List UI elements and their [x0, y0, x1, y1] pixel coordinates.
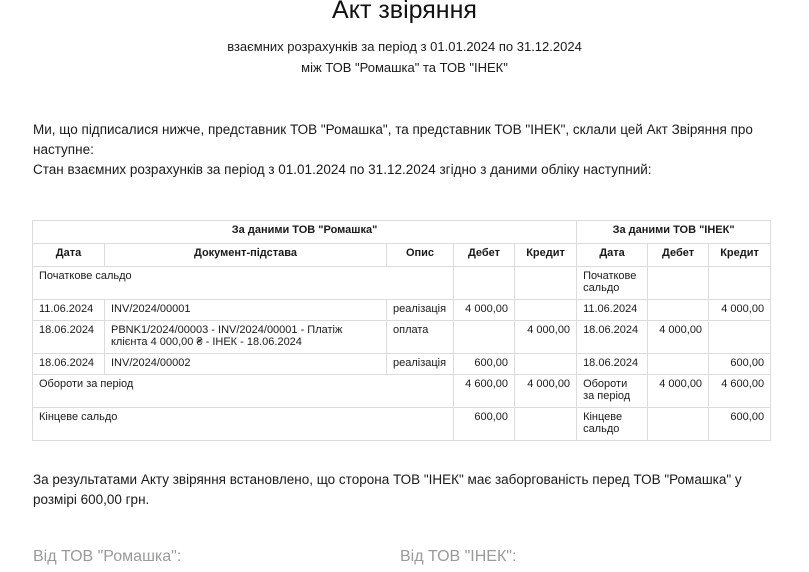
opening-credit [515, 267, 577, 300]
cell-debit-inek [648, 354, 709, 375]
period-line: взаємних розрахунків за період з 01.01.2024 по 31.12.2024 [227, 39, 582, 54]
opening-label-inek: Початкове сальдо [577, 267, 648, 300]
cell-description: реалізація [387, 354, 454, 375]
cell-date: 18.06.2024 [33, 354, 105, 375]
cell-debit [454, 321, 515, 354]
col-header-debit: Дебет [454, 244, 515, 267]
cell-credit [515, 300, 577, 321]
intro-line-1: Ми, що підписалися нижче, представник ТОВ "Ромашка", та представник ТОВ "ІНЕК", склали цей Акт Звіряння про [33, 122, 753, 137]
conclusion-line-1: За результатами Акту звіряння встановлено, що сторона ТОВ "ІНЕК" має заборгованість перед ТОВ "Ромашка" у [33, 472, 742, 487]
cell-date-inek: 11.06.2024 [577, 300, 648, 321]
closing-label: Кінцеве сальдо [33, 408, 454, 441]
col-header-date: Дата [33, 244, 105, 267]
table-row [33, 300, 771, 321]
turnover-credit: 4 000,00 [515, 375, 577, 408]
closing-debit-inek [648, 408, 709, 441]
turnover-label: Обороти за період [33, 375, 454, 408]
cell-date: 18.06.2024 [33, 321, 105, 354]
cell-document: INV/2024/00002 [105, 354, 387, 375]
parties-line: між ТОВ "Ромашка" та ТОВ "ІНЕК" [301, 60, 508, 75]
table-row-turnover [33, 375, 771, 408]
table-row-opening [33, 267, 771, 300]
cell-date: 11.06.2024 [33, 300, 105, 321]
cell-description: реалізація [387, 300, 454, 321]
col-header-debit-inek: Дебет [648, 244, 709, 267]
document-title: Акт звіряння [332, 0, 477, 24]
intro-line-2: наступне: [33, 142, 94, 157]
cell-credit [515, 354, 577, 375]
signature-inek: Від ТОВ "ІНЕК": [400, 548, 517, 565]
cell-debit-inek: 4 000,00 [648, 321, 709, 354]
closing-credit [515, 408, 577, 441]
opening-debit-inek [648, 267, 709, 300]
table-row [33, 321, 771, 354]
cell-debit: 4 000,00 [454, 300, 515, 321]
table-row-closing [33, 408, 771, 441]
closing-label-inek: Кінцеве сальдо [577, 408, 648, 441]
signature-romashka: Від ТОВ "Ромашка": [33, 548, 182, 565]
cell-description: оплата [387, 321, 454, 354]
conclusion-paragraph [33, 470, 778, 510]
group-header-inek: За даними ТОВ "ІНЕК" [577, 221, 771, 244]
table-row [33, 354, 771, 375]
intro-line-3: Стан взаємних розрахунків за період з 01.01.2024 по 31.12.2024 згідно з даними обліку наступний: [33, 162, 652, 177]
intro-paragraph [33, 120, 778, 180]
col-header-credit: Кредит [515, 244, 577, 267]
opening-label: Початкове сальдо [33, 267, 454, 300]
cell-document: PBNK1/2024/00003 - INV/2024/00001 - Платіж клієнта 4 000,00 ₴ - ІНЕК - 18.06.2024 [105, 321, 387, 354]
opening-debit [454, 267, 515, 300]
col-header-date-inek: Дата [577, 244, 648, 267]
opening-credit-inek [709, 267, 771, 300]
turnover-debit-inek: 4 000,00 [648, 375, 709, 408]
col-header-description: Опис [387, 244, 454, 267]
cell-credit-inek [709, 321, 771, 354]
group-header-romashka: За даними ТОВ "Ромашка" [33, 221, 577, 244]
closing-credit-inek: 600,00 [709, 408, 771, 441]
col-header-credit-inek: Кредит [709, 244, 771, 267]
cell-debit-inek [648, 300, 709, 321]
cell-debit: 600,00 [454, 354, 515, 375]
cell-document: INV/2024/00001 [105, 300, 387, 321]
cell-credit-inek: 600,00 [709, 354, 771, 375]
closing-debit: 600,00 [454, 408, 515, 441]
turnover-debit: 4 600,00 [454, 375, 515, 408]
cell-credit: 4 000,00 [515, 321, 577, 354]
reconciliation-table [32, 220, 771, 441]
cell-credit-inek: 4 000,00 [709, 300, 771, 321]
conclusion-line-2: розмірі 600,00 грн. [33, 492, 150, 507]
cell-date-inek: 18.06.2024 [577, 354, 648, 375]
turnover-credit-inek: 4 600,00 [709, 375, 771, 408]
col-header-document: Документ-підстава [105, 244, 387, 267]
cell-date-inek: 18.06.2024 [577, 321, 648, 354]
turnover-label-inek: Обороти за період [577, 375, 648, 408]
